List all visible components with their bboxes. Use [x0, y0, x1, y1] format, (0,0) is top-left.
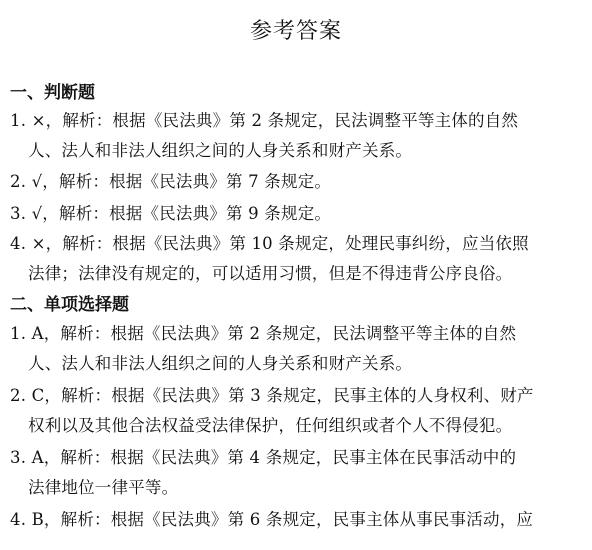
answer-line: 法律地位一律平等。: [28, 478, 179, 497]
answer-line: 1. ×，解析：根据《民法典》第 2 条规定，民法调整平等主体的自然: [10, 111, 519, 130]
answer-line: 人、法人和非法人组织之间的人身关系和财产关系。: [28, 354, 413, 373]
answer-line: 4. ×，解析：根据《民法典》第 10 条规定，处理民事纠纷，应当依照: [10, 234, 529, 253]
section-heading-single-choice: 二、单项选择题: [10, 295, 129, 315]
answer-line: 4. B，解析：根据《民法典》第 6 条规定，民事主体从事民事活动，应: [10, 510, 534, 529]
answer-line: 3. √，解析：根据《民法典》第 9 条规定。: [10, 204, 332, 223]
answer-line: 2. C，解析：根据《民法典》第 3 条规定，民事主体的人身权利、财产: [10, 386, 534, 405]
answer-line: 1. A，解析：根据《民法典》第 2 条规定，民法调整平等主体的自然: [10, 324, 517, 343]
answer-line: 法律；法律没有规定的，可以适用习惯，但是不得违背公序良俗。: [28, 264, 513, 283]
answer-line: 权利以及其他合法权益受法律保护，任何组织或者个人不得侵犯。: [28, 416, 513, 435]
answer-line: 人、法人和非法人组织之间的人身关系和财产关系。: [28, 141, 413, 160]
answer-line: 3. A，解析：根据《民法典》第 4 条规定，民事主体在民事活动中的: [10, 448, 517, 467]
page-title: 参考答案: [249, 19, 342, 44]
section-heading-true-false: 一、判断题: [10, 83, 95, 103]
answer-line: 2. √，解析：根据《民法典》第 7 条规定。: [10, 172, 332, 191]
